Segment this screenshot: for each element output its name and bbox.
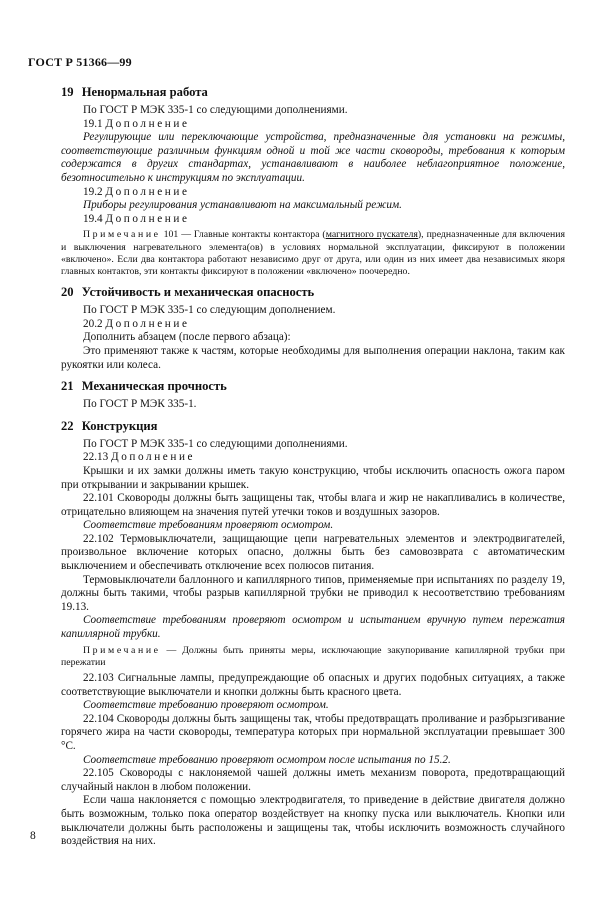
paragraph-22-105: 22.105 Сковороды с наклоняемой чашей должны иметь механизм поворота, предотвращающий случайный наклон в любом положении.	[61, 767, 565, 793]
clause-word: Дополнение	[110, 451, 196, 464]
document-header: ГОСТ Р 51366—99	[28, 55, 132, 69]
paragraph-20-2a: Дополнить абзацем (после первого абзаца):	[83, 331, 291, 344]
clause-number: 19.2	[83, 185, 103, 198]
note-text-b: ), предназначенные для включения и выключения нагревательного элемента(ов) в условиях нормальной эксплуатации, фиксируют в положении «включено». Если два контактора работают независимо друг от друга, или один из них имеет два независимых якоря главных контактов, эти контакты фиксируют в положении «включено» поочередно.	[61, 229, 565, 277]
section-title: Механическая прочность	[81, 379, 227, 394]
section-title: Конструкция	[81, 418, 158, 433]
section-21-intro: По ГОСТ Р МЭК 335-1.	[83, 398, 197, 411]
check-22-103: Соответствие требованию проверяют осмотром.	[83, 699, 329, 712]
paragraph-22-103: 22.103 Сигнальные лампы, предупреждающие об опасных и других подобных ситуациях, а также соответствующие выключатели и кнопки должны быть красного цвета.	[61, 672, 565, 698]
section-number: 19	[61, 85, 74, 99]
paragraph-22-104: 22.104 Сковороды должны быть защищены так, чтобы предотвращать проливание и разбрызгивание горячего жира на части сковороды, температура которых при нормальной эксплуатации превышает 300 °С.	[61, 712, 565, 752]
clause-22-13	[61, 451, 565, 465]
clause-word: Дополнение	[105, 117, 190, 130]
clause-number: 19.1	[83, 117, 103, 130]
section-19-heading	[61, 84, 565, 100]
check-22-102: Соответствие требованиям проверяют осмотром и испытанием вручную путем пережатия капиллярной трубки.	[61, 614, 565, 641]
note-22-102	[61, 645, 565, 669]
check-22-101: Соответствие требованиям проверяют осмотром.	[83, 519, 334, 532]
note-text-a: 101 — Главные контакты контактора (	[163, 229, 326, 241]
note-underlined: магнитного пускателя	[325, 229, 418, 241]
clause-number: 20.2	[83, 317, 103, 330]
section-20-intro: По ГОСТ Р МЭК 335-1 со следующим дополнением.	[83, 304, 336, 317]
clause-word: Дополнение	[105, 185, 190, 198]
clause-number: 22.13	[83, 451, 109, 464]
paragraph-22-101: 22.101 Сковороды должны быть защищены так, чтобы влага и жир не накапливались в количестве, отрицательно влияющем на значения путей утечки токов и воздушных зазоров.	[61, 492, 565, 518]
section-20-heading	[61, 284, 565, 300]
paragraph-22-13: Крышки и их замки должны иметь такую конструкцию, чтобы исключить опасность ожога паром при открывании и закрывании крышек.	[61, 464, 565, 491]
section-22-heading	[61, 418, 565, 434]
clause-number: 19.4	[83, 212, 103, 225]
paragraph-22-105b: Если чаша наклоняется с помощью электродвигателя, то приведение в действие двигателя должно быть возможным, только пока оператор воздействует на кнопку пуска или выключатель. Кнопки или выключатели должны быть расположены и защищены так, чтобы исключить возможность случайного воздействия на них.	[61, 794, 565, 848]
section-number: 21	[61, 379, 74, 394]
note-label: Примечание	[83, 229, 161, 241]
note-label: Примечание	[83, 644, 161, 656]
section-number: 20	[61, 285, 74, 300]
check-22-104: Соответствие требованию проверяют осмотром после испытания по 15.2.	[83, 753, 451, 766]
section-22-intro: По ГОСТ Р МЭК 335-1 со следующими дополнениями.	[83, 437, 348, 450]
paragraph-19-2: Приборы регулирования устанавливают на максимальный режим.	[83, 199, 402, 212]
section-title: Ненормальная работа	[81, 85, 208, 99]
note-text: — Должны быть приняты меры, исключающие закупоривание капиллярной трубки при пережатии	[61, 644, 565, 668]
section-21-heading	[61, 378, 565, 394]
paragraph-22-102: 22.102 Термовыключатели, защищающие цепи нагревательных элементов и электродвигателей, произвольное включение которых опасно, должны быть без самовозврата с автоматическим выключением и обеспечивать отключение всех полюсов питания.	[61, 532, 565, 573]
note-19-4	[61, 229, 565, 278]
page-number: 8	[30, 830, 36, 842]
clause-word: Дополнение	[105, 317, 190, 330]
section-19-intro: По ГОСТ Р МЭК 335-1 со следующими дополнениями.	[83, 104, 348, 116]
paragraph-20-2b: Это применяют также к частям, которые необходимы для выполнения операции наклона, таким как рукоятки или колеса.	[61, 344, 565, 371]
clause-19-1	[61, 118, 565, 132]
page-body	[61, 80, 565, 849]
clause-word: Дополнение	[105, 212, 190, 225]
clause-20-2	[61, 318, 565, 332]
paragraph-19-1: Регулирующие или переключающие устройства, предназначенные для установки на режимы, соответствующие различным функциям одной и той же части сковороды, требования к которым содержатся в других стандартах, устанавливают в наиболее неблагоприятное положение, безотносительно к инструкциям по эксплуатации.	[61, 131, 565, 184]
paragraph-22-102b: Термовыключатели баллонного и капиллярного типов, применяемые при испытаниях по разделу 19, должны быть такими, чтобы разрыв капиллярной трубки не приводил к несоответствию требованиям 19.13.	[61, 573, 565, 613]
clause-19-4	[61, 213, 565, 227]
clause-19-2	[61, 186, 565, 200]
section-title: Устойчивость и механическая опасность	[81, 285, 315, 300]
section-number: 22	[61, 418, 74, 433]
